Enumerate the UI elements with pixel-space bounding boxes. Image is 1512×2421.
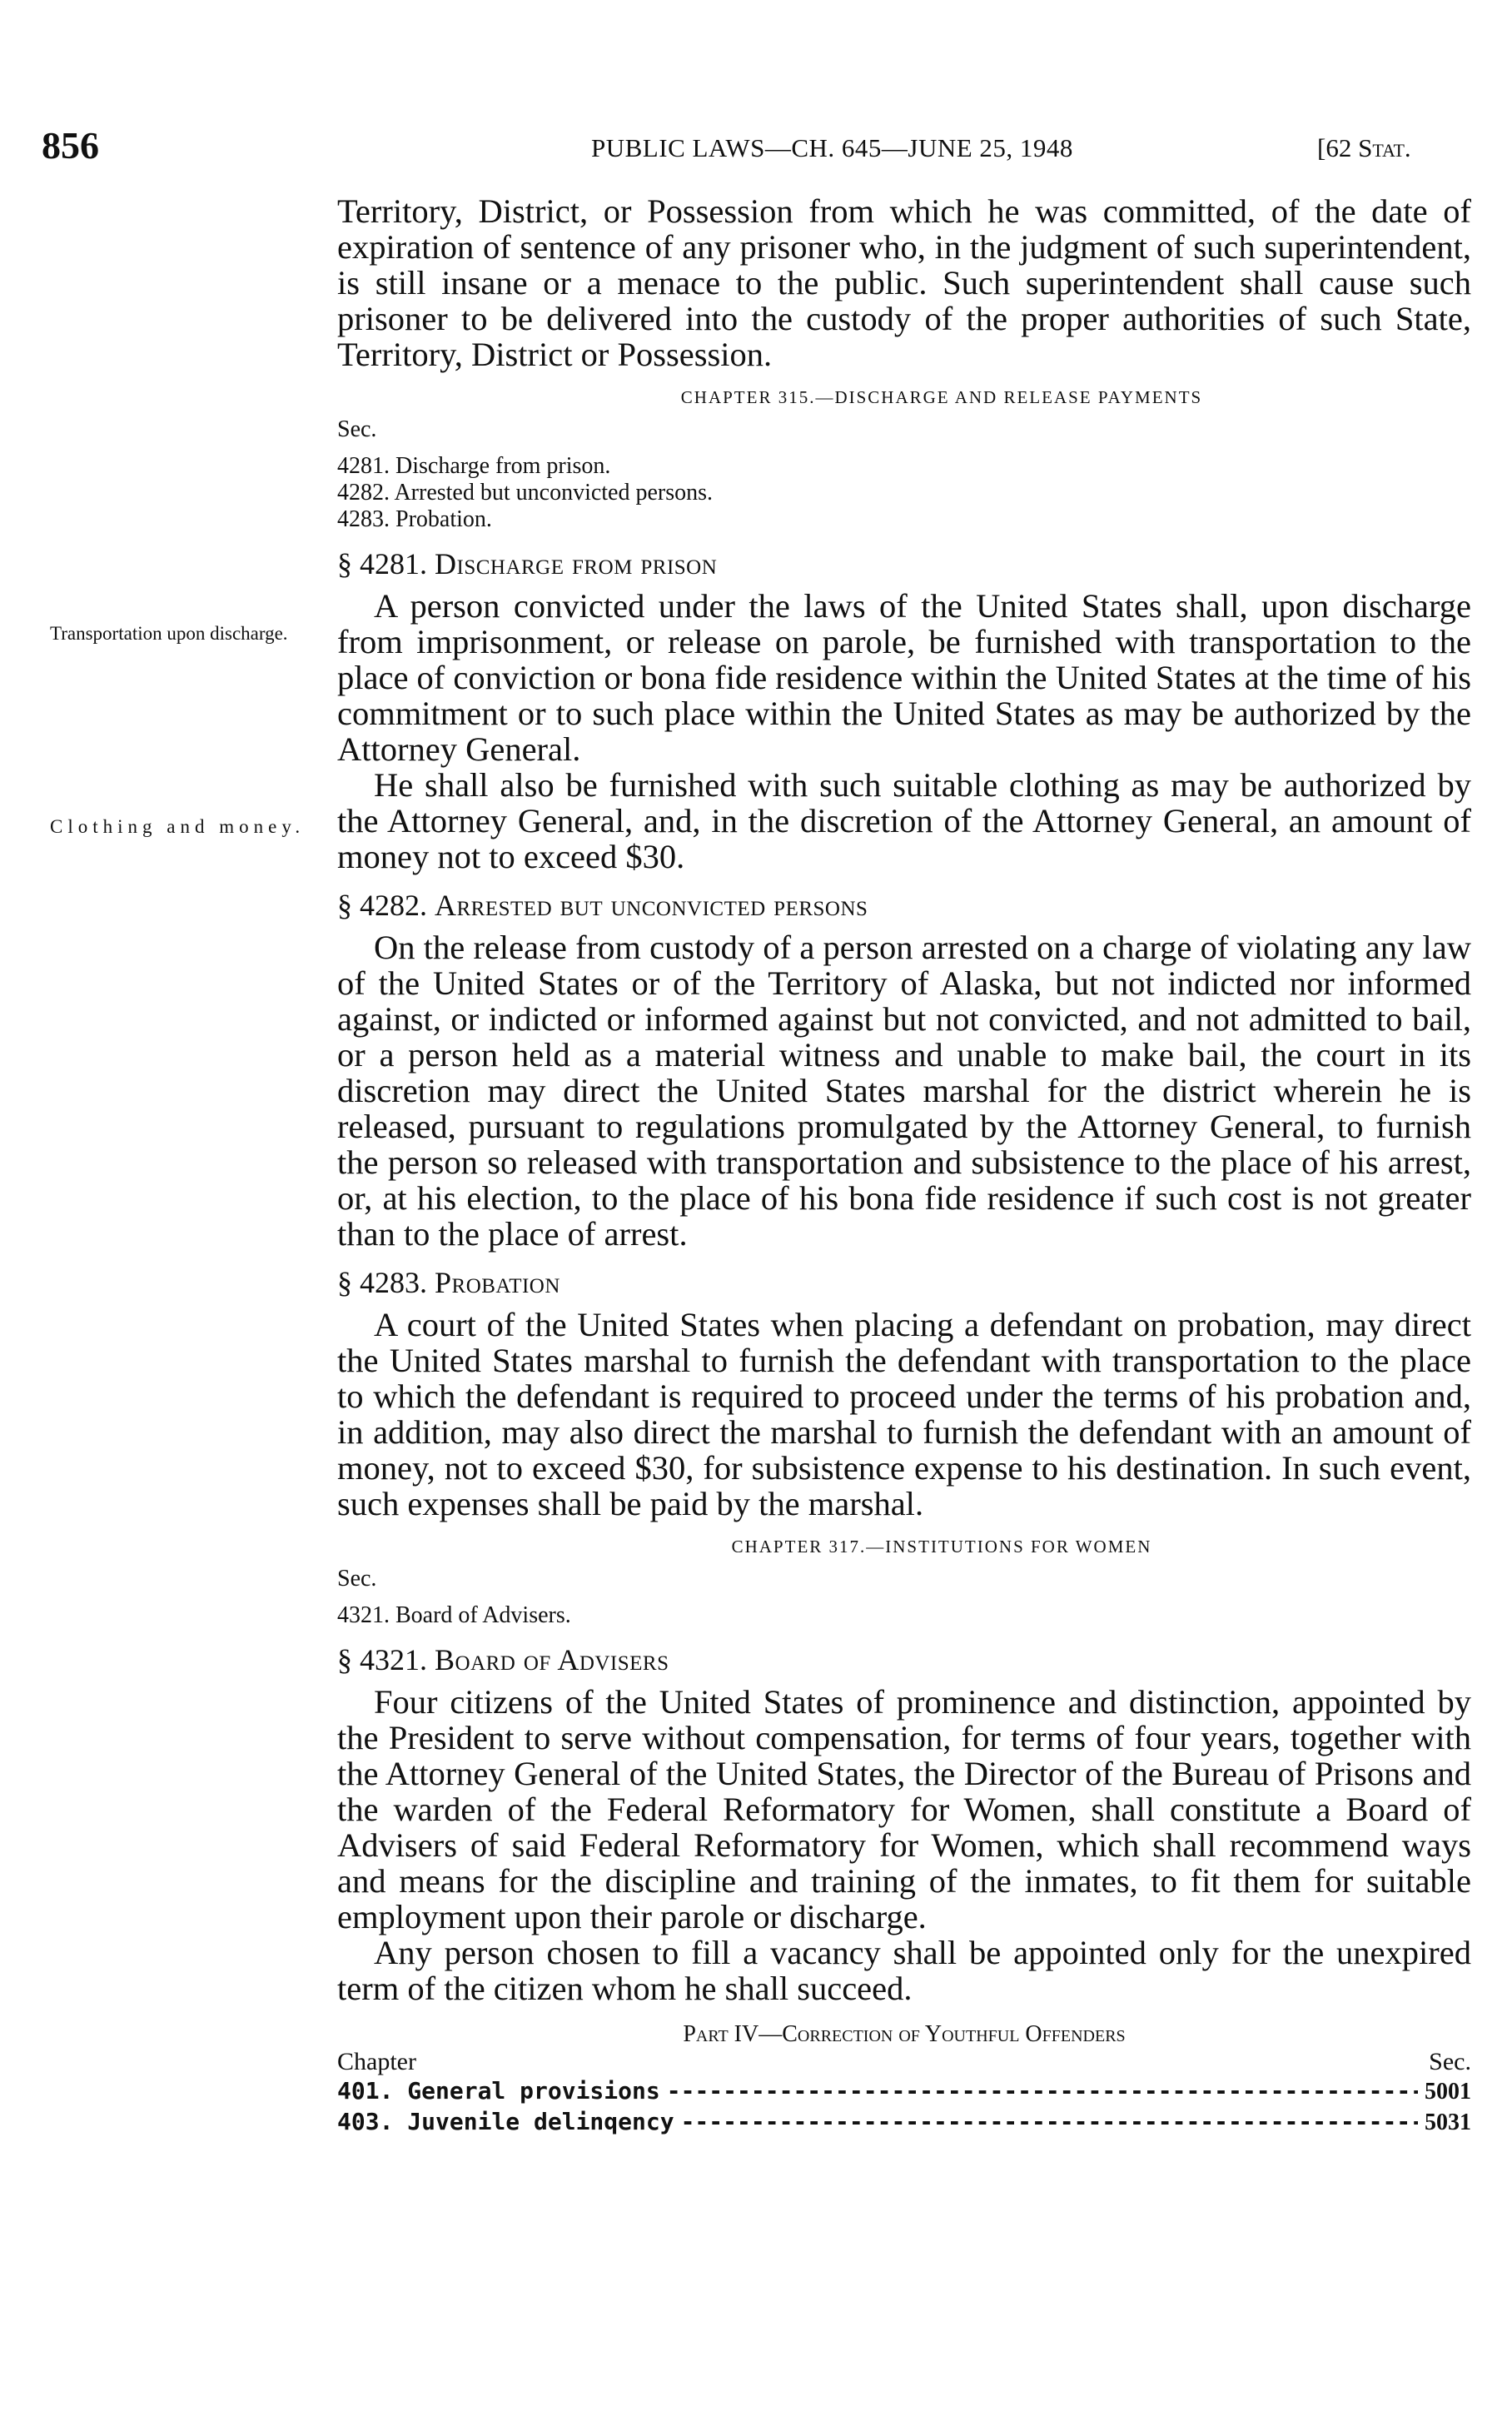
section-4283-number: § 4283. xyxy=(337,1266,427,1299)
section-4281-heading xyxy=(337,546,1471,581)
chapter-315-toc-item: 4283. Probation. xyxy=(337,506,492,532)
section-4321-paragraph: Four citizens of the United States of prominence and distinction, appointed by the President to serve without compensation, for terms of four years, together with the Attorney General of the United States, the Director of the Bureau of Prisons and the warden of the Federal Reformatory for Women, shall constitute a Board of Advisers of said Federal Reformatory for Women, which shall recommend ways and means for the discipline and training of the inmates, to fit them for suitable employment upon their parole or discharge. xyxy=(337,1683,1471,1935)
part-iv-toc-entry xyxy=(337,2107,1471,2138)
part-iv-title: Correction of Youthful Offenders xyxy=(782,2021,1126,2047)
intro-paragraph: Territory, District, or Possession from which he was committed, of the date of expiration of sentence of any prisoner who, in the judgment of such superintendent, is still insane or a menace to the public. Such superintendent shall cause such prisoner to be delivered into the custody of the proper authorities of such State, Territory, District or Possession. xyxy=(337,192,1471,373)
section-4283-heading xyxy=(337,1265,1471,1300)
section-4321-heading xyxy=(337,1642,1471,1677)
page-body xyxy=(337,193,1471,2138)
chapter-317-toc-item: 4321. Board of Advisers. xyxy=(337,1602,571,1628)
section-4282-heading xyxy=(337,888,1471,923)
page-number: 856 xyxy=(42,124,99,167)
section-4281-number: § 4281. xyxy=(337,547,427,580)
statute-reference xyxy=(1317,133,1411,163)
part-iv-heading xyxy=(337,2021,1471,2048)
section-4283-paragraph: A court of the United States when placing a defendant on probation, may direct the United States marshal to furnish the defendant with transportation to the place to which the defendant is required to proceed under the terms of his probation and, in addition, may also direct the marshal to furnish the defendant with an amount of money, not to exceed $30, for subsistence expense to his destination. In such event, such expenses shall be paid by the marshal. xyxy=(337,1306,1471,1522)
section-4321-number: § 4321. xyxy=(337,1643,427,1676)
part-iv-column-headers xyxy=(337,2048,1471,2076)
part-iv-entry-sec: 5031 xyxy=(1425,2110,1471,2135)
part-iv-entry-label: 403. Juvenile delinqency xyxy=(337,2108,674,2135)
section-4281-title: Discharge from prison xyxy=(435,547,718,580)
section-4321-title: Board of Advisers xyxy=(435,1643,669,1676)
chapter-315-heading: CHAPTER 315.—DISCHARGE AND RELEASE PAYMENTS xyxy=(680,387,1203,407)
section-4281-paragraph: He shall also be furnished with such suitable clothing as may be authorized by the Attorney General, and, in the discretion of the Attorney General, an amount of money not to exceed $30. xyxy=(337,766,1471,875)
part-iv-sec-label: Sec. xyxy=(1429,2048,1471,2075)
chapter-317-heading: CHAPTER 317.—INSTITUTIONS FOR WOMEN xyxy=(731,1537,1152,1557)
dot-leader xyxy=(681,2107,1418,2137)
part-iv-chapter-label: Chapter xyxy=(337,2048,416,2075)
section-4282-number: § 4282. xyxy=(337,889,427,922)
section-4282-paragraph: On the release from custody of a person arrested on a charge of violating any law of the United States or of the Territory of Alaska, but not indicted nor informed against, or indicted or informed against but not convicted, and not admitted to bail, or a person held as a material witness and unable to make bail, the court in its discretion may direct the United States marshal for the district wherein he is released, pursuant to regulations promulgated by the Attorney General, to furnish the person so released with transportation and subsistence to the place of his arrest, or, at his election, to the place of his bona fide residence if such cost is not greater than to the place of arrest. xyxy=(337,929,1471,1253)
section-4283-title: Probation xyxy=(435,1266,560,1299)
section-4321-paragraph: Any person chosen to fill a vacancy shall be appointed only for the unexpired term of the citizen whom he shall succeed. xyxy=(337,1934,1471,2007)
statute-volume: [62 xyxy=(1317,133,1359,162)
margin-note-clothing: Clothing and money. xyxy=(50,816,306,837)
margin-note-transportation: Transportation upon discharge. xyxy=(50,623,288,644)
part-iv-toc-entry xyxy=(337,2076,1471,2107)
page-header xyxy=(0,123,1512,173)
running-head: PUBLIC LAWS—CH. 645—JUNE 25, 1948 xyxy=(591,133,1073,162)
section-4281-paragraph: A person convicted under the laws of the United States shall, upon discharge from imprisonment, or release on parole, be furnished with transportation to the place of conviction or bona fide residence within the United States at the time of his commitment or to such place within the United States as may be authorized by the Attorney General. xyxy=(337,587,1471,768)
section-4282-title: Arrested but unconvicted persons xyxy=(435,889,868,922)
part-iv-entry-label: 401. General provisions xyxy=(337,2077,660,2105)
part-iv-prefix: Part IV— xyxy=(683,2021,783,2047)
chapter-317-sec-label: Sec. xyxy=(337,1566,377,1592)
chapter-315-toc-item: 4281. Discharge from prison. xyxy=(337,453,611,479)
dot-leader xyxy=(667,2076,1418,2106)
part-iv-entry-sec: 5001 xyxy=(1425,2079,1471,2105)
chapter-315-sec-label: Sec. xyxy=(337,416,377,442)
chapter-315-toc-item: 4282. Arrested but unconvicted persons. xyxy=(337,480,714,506)
statute-label: Stat. xyxy=(1358,133,1411,162)
